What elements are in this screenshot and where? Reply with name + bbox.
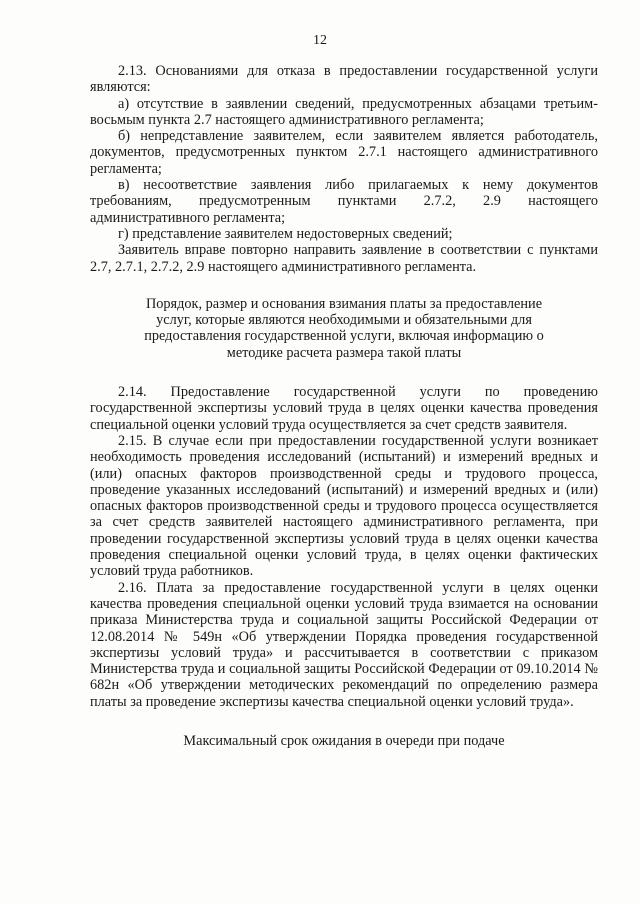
- section-title-fees: Порядок, размер и основания взимания платы за предоставление услуг, которые являются необходимыми и обязательными для предоставления государственной услуги, включая информацию о методике расчета размера такой платы: [144, 295, 544, 361]
- paragraph-item-v: в) несоответствие заявления либо прилагаемых к нему документов требованиям, предусмотренным пунктами 2.7.2, 2.9 настоящего административного регламента;: [90, 177, 598, 226]
- paragraph-2-14: 2.14. Предоставление государственной услуги по проведению государственной экспертизы условий труда в целях оценки качества проведения специальной оценки условий труда осуществляется за счет средств заявителя.: [90, 384, 598, 433]
- paragraph-item-b: б) непредставление заявителем, если заявителем является работодатель, документов, предусмотренных пунктом 2.7.1 настоящего административного регламента;: [90, 128, 598, 177]
- document-body: [90, 63, 598, 749]
- paragraph-repeat-application: Заявитель вправе повторно направить заявление в соответствии с пунктами 2.7, 2.7.1, 2.7.2, 2.9 настоящего административного регламента.: [90, 242, 598, 275]
- paragraph-2-15: 2.15. В случае если при предоставлении государственной услуги возникает необходимость проведения исследований (испытаний) и измерений вредных и (или) опасных факторов производственной среды и трудового процесса, проведение указанных исследований (испытаний) и измерений вредных и (или) опасных факторов производственной среды и трудового процесса осуществляется за счет средств заявителей настоящего административного регламента, при проведении государственной экспертизы условий труда в целях оценки качества проведения специальной оценки условий труда, в целях оценки фактических условий труда работников.: [90, 432, 598, 580]
- section-spacer: [90, 361, 598, 384]
- paragraph-item-g: г) представление заявителем недостоверных сведений;: [118, 225, 453, 242]
- paragraph-2-16: 2.16. Плата за предоставление государственной услуги в целях оценки качества проведения специальной оценки условий труда взимается на основании приказа Министерства труда и социальной защиты Российской Федерации от 12.08.2014 № 549н «Об утверждении Порядка проведения государственной экспертизы условий труда» и рассчитывается в соответствии с приказом Министерства труда и социальной защиты Российской Федерации от 09.10.2014 № 682н «Об утверждении методических рекомендаций по определению размера платы за проведение экспертизы качества специальной оценки условий труда».: [90, 579, 598, 710]
- section-title-queue: Максимальный срок ожидания в очереди при подаче: [183, 732, 505, 749]
- section-spacer: [90, 710, 598, 733]
- page-number: 12: [313, 33, 327, 48]
- section-spacer: [90, 275, 598, 296]
- paragraph-item-a: а) отсутствие в заявлении сведений, предусмотренных абзацами третьим-восьмым пункта 2.7 настоящего административного регламента;: [90, 95, 598, 128]
- paragraph-2-13: 2.13. Основаниями для отказа в предоставлении государственной услуги являются:: [90, 63, 598, 96]
